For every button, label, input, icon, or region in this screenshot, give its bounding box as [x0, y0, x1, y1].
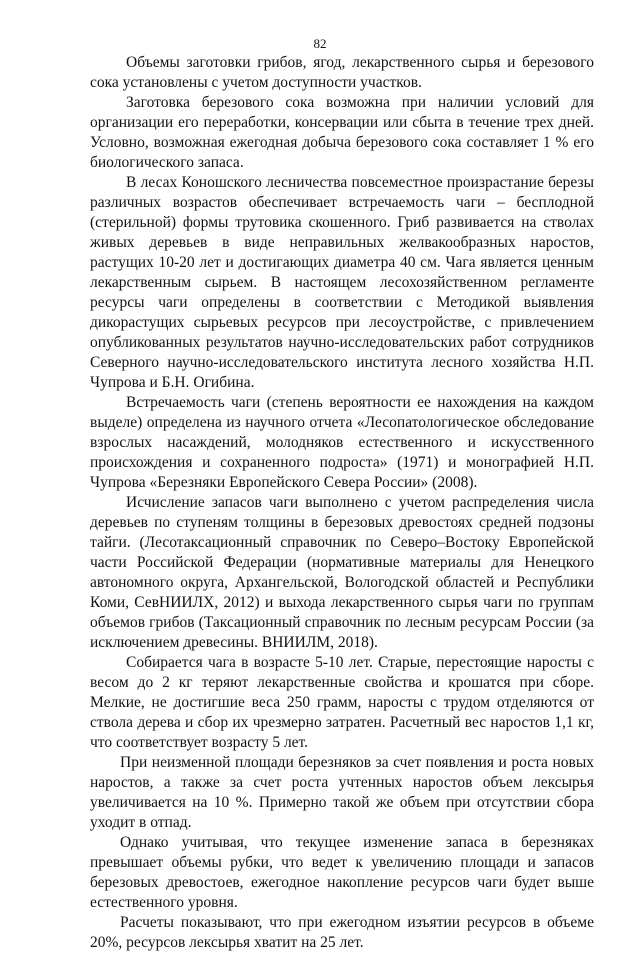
paragraph-chaga-reserves: Исчисление запасов чаги выполнено с учетом распределения числа деревьев по ступеням толщины в березовых древостоях средней подзоны тайги. (Лесотаксационный справочник по Северо–Востоку Европейской части Российской Федерации (нормативные материалы для Ненецкого автономного округа, Архангельской, Вологодской областей и Республики Коми, СевНИИЛХ, 2012) и выхода лекарственного сырья чаги по группам объемов грибов (Таксационный справочник по лесным ресурсам России (за исключением древесины. ВНИИЛМ, 2018). [90, 494, 594, 651]
paragraph-accumulation: Однако учитывая, что текущее изменение запаса в березняках превышает объемы рубки, что ведет к увеличению площади и запасов березовых древостоев, ежегодное накопление ресурсов чаги будет выше естественного уровня. [90, 834, 594, 911]
paragraph-chaga-occurrence: В лесах Коношского лесничества повсеместное произрастание березы различных возрастов обеспечивает встречаемость чаги – бесплодной (стерильной) формы трутовика скошенного. Гриб развивается на стволах живых деревьев в виде неправильных желвакообразных наростов, растущих 10-20 лет и достигающих диаметра 40 см. Чага является ценным лекарственным сырьем. В настоящем лесохозяйственном регламенте ресурсы чаги определены в соответствии с Методикой выявления дикорастущих сырьевых ресурсов при лесоустройстве, с привлечением опубликованных результатов научно-исследовательских работ сотрудников Северного научно-исследовательского института лесного хозяйства Н.П. Чупрова и Б.Н. Огибина. [90, 174, 594, 391]
page-number: 82 [313, 36, 327, 51]
paragraph-chaga-frequency: Встречаемость чаги (степень вероятности ее нахождения на каждом выделе) определена из научного отчета «Лесопатологическое обследование взрослых насаждений, молодняков естественного и искусственного происхождения и сохраненного подроста» (1971) и монографией Н.П. Чупрова «Березняки Европейского Севера России» (2008). [90, 394, 594, 491]
document-body [90, 53, 594, 953]
paragraph-growth: При неизменной площади березняков за счет появления и роста новых наростов, а также за счет роста учтенных наростов объем лексырья увеличивается на 10 %. Примерно такой же объем при отсутствии сбора уходит в отпад. [90, 754, 594, 831]
paragraph-chaga-collection: Собирается чага в возрасте 5-10 лет. Старые, перестоящие наросты с весом до 2 кг теряют лекарственные свойства и крошатся при сборе. Мелкие, не достигшие веса 250 грамм, наросты с трудом отделяются от ствола дерева и сбор их чрезмерно затратен. Расчетный вес наростов 1,1 кг, что соответствует возрасту 5 лет. [90, 654, 594, 751]
paragraph-harvest-volumes: Объемы заготовки грибов, ягод, лекарственного сырья и березового сока установлены с учетом доступности участков. [90, 54, 594, 91]
paragraph-calculations: Расчеты показывают, что при ежегодном изъятии ресурсов в объеме 20%, ресурсов лексырья хватит на 25 лет. [90, 914, 594, 951]
paragraph-birch-sap: Заготовка березового сока возможна при наличии условий для организации его переработки, консервации или сбыта в течение трех дней. Условно, возможная ежегодная добыча березового сока составляет 1 % его биологического запаса. [90, 94, 594, 171]
